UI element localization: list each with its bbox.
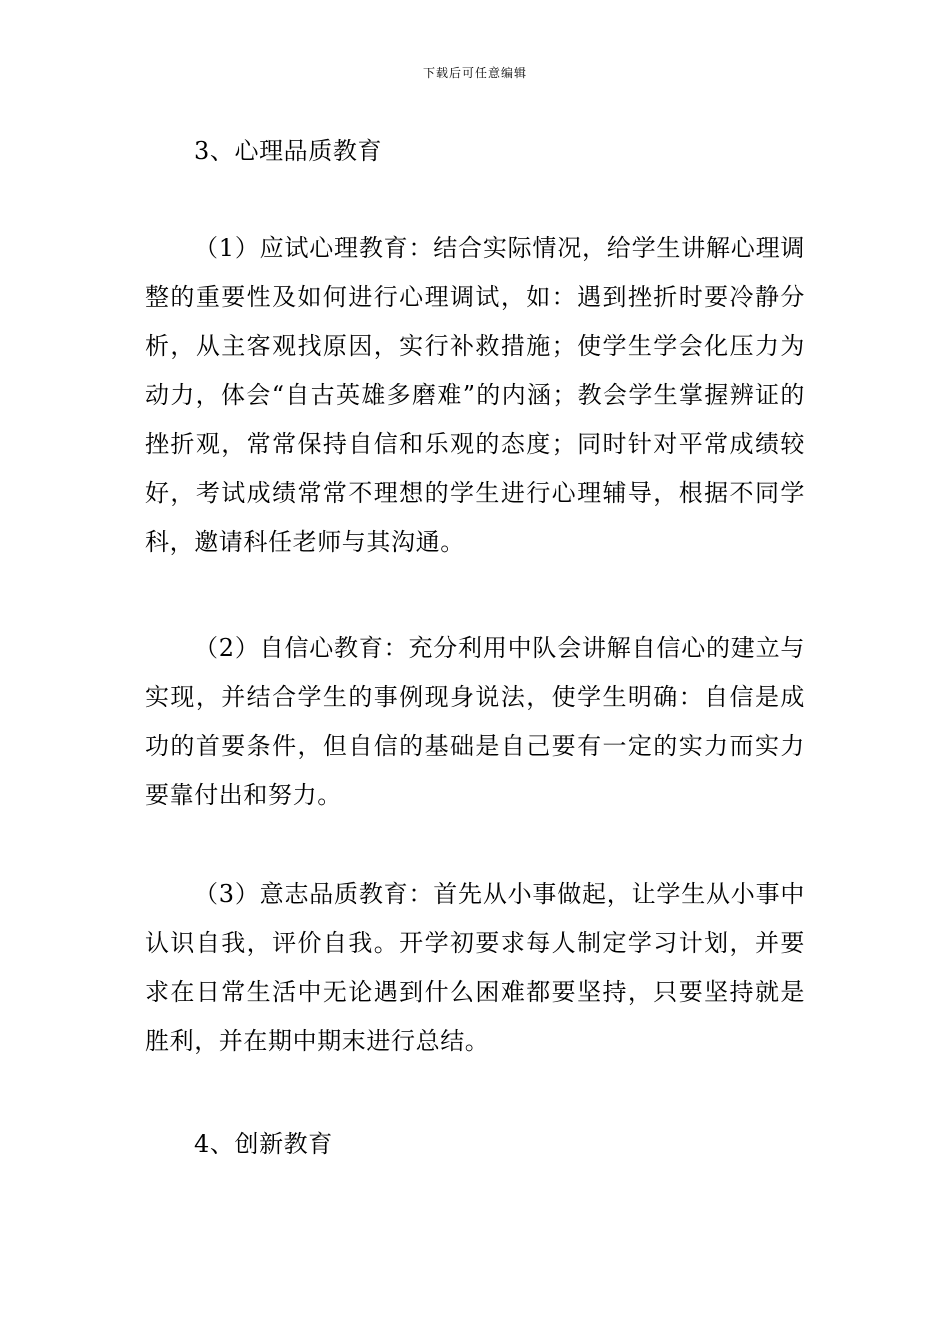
section-heading-4: 4、创新教育 — [194, 1130, 333, 1158]
paragraph-test-psychology: （1）应试心理教育：结合实际情况，给学生讲解心理调整的重要性及如何进行心理调试，如：遇到挫折时要冷静分析，从主客观找原因，实行补救措施；使学生学会化压力为动力，体会“自古英雄多磨难”的内涵；教会学生掌握辨证的挫折观，常常保持自信和乐观的态度；同时针对平常成绩较好，考试成绩常常不理想的学生进行心理辅导，根据不同学科，邀请科任老师与其沟通。 — [145, 234, 805, 556]
paragraph-self-confidence: （2）自信心教育：充分利用中队会讲解自信心的建立与实现，并结合学生的事例现身说法，使学生明确：自信是成功的首要条件，但自信的基础是自己要有一定的实力而实力要靠付出和努力。 — [145, 634, 805, 809]
section-heading-3: 3、心理品质教育 — [194, 137, 383, 165]
page-header: 下载后可任意编辑 — [422, 66, 527, 80]
paragraph-willpower: （3）意志品质教育：首先从小事做起，让学生从小事中认识自我，评价自我。开学初要求每人制定学习计划，并要求在日常生活中无论遇到什么困难都要坚持，只要坚持就是胜利，并在期中期末进行总结。 — [145, 880, 805, 1055]
